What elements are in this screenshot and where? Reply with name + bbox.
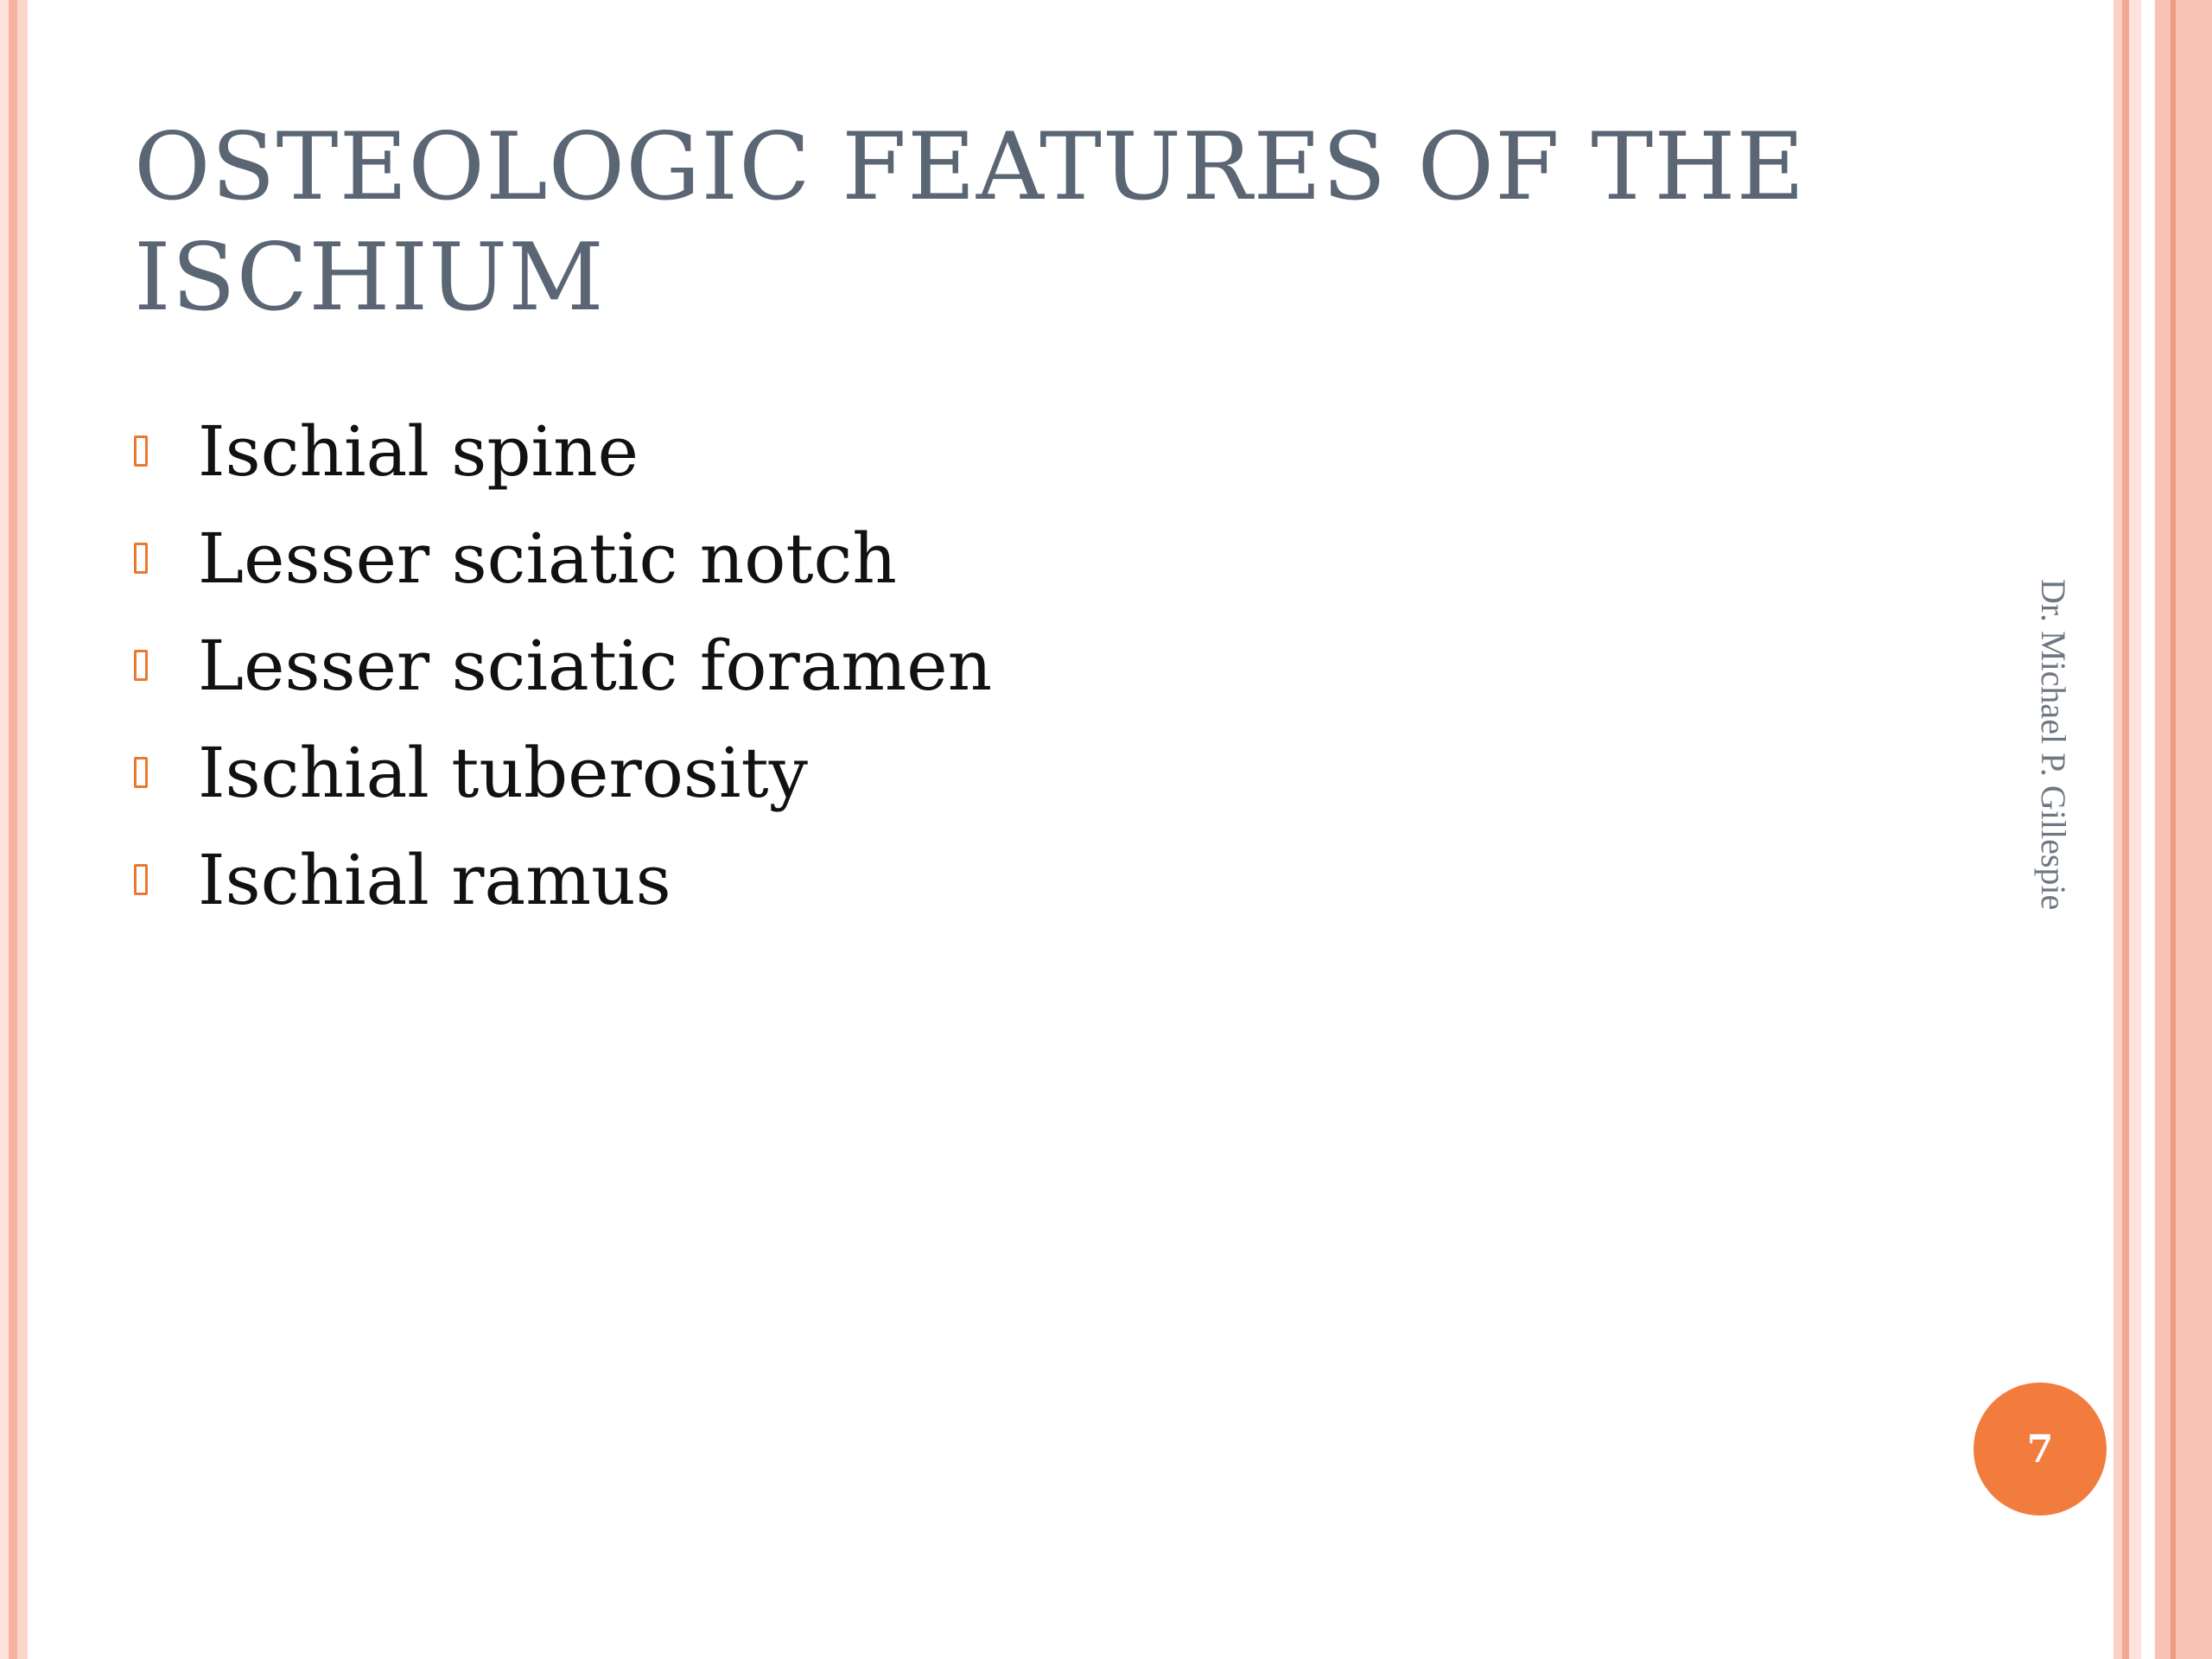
bullet-text: Ischial spine	[198, 410, 639, 492]
bullet-item	[134, 397, 992, 505]
right-border-stripe	[2113, 0, 2122, 1659]
right-border-stripe	[2176, 0, 2212, 1659]
square-bullet-icon	[134, 757, 198, 788]
right-border-stripe	[2155, 0, 2171, 1659]
bullet-item	[134, 505, 992, 612]
square-bullet-icon	[134, 650, 198, 681]
square-bullet-icon	[134, 435, 198, 467]
left-border-stripe	[17, 0, 28, 1659]
bullet-list	[134, 397, 992, 933]
bullet-item	[134, 826, 992, 933]
slide-title	[134, 112, 2035, 334]
bullet-text: Lesser sciatic notch	[198, 518, 897, 599]
slide-title-line-1: OSTEOLOGIC FEATURES OF THE	[134, 113, 1806, 221]
left-border-stripe	[9, 0, 17, 1659]
page-number-badge	[1974, 1382, 2107, 1516]
bullet-text: Ischial ramus	[198, 839, 671, 920]
bullet-item	[134, 719, 992, 826]
author-footer: Dr. Michael P. Gillespie	[2034, 579, 2073, 911]
square-bullet-icon	[134, 543, 198, 574]
page-number: 7	[2026, 1427, 2054, 1471]
right-border-stripe	[2141, 0, 2155, 1659]
bullet-item	[134, 612, 992, 719]
right-border-stripe	[2122, 0, 2129, 1659]
bullet-text: Ischial tuberosity	[198, 732, 808, 813]
square-bullet-icon	[134, 864, 198, 895]
slide-title-line-2: ISCHIUM	[134, 224, 605, 332]
bullet-text: Lesser sciatic foramen	[198, 625, 993, 706]
left-border-stripe	[0, 0, 9, 1659]
right-border-stripe	[2129, 0, 2141, 1659]
